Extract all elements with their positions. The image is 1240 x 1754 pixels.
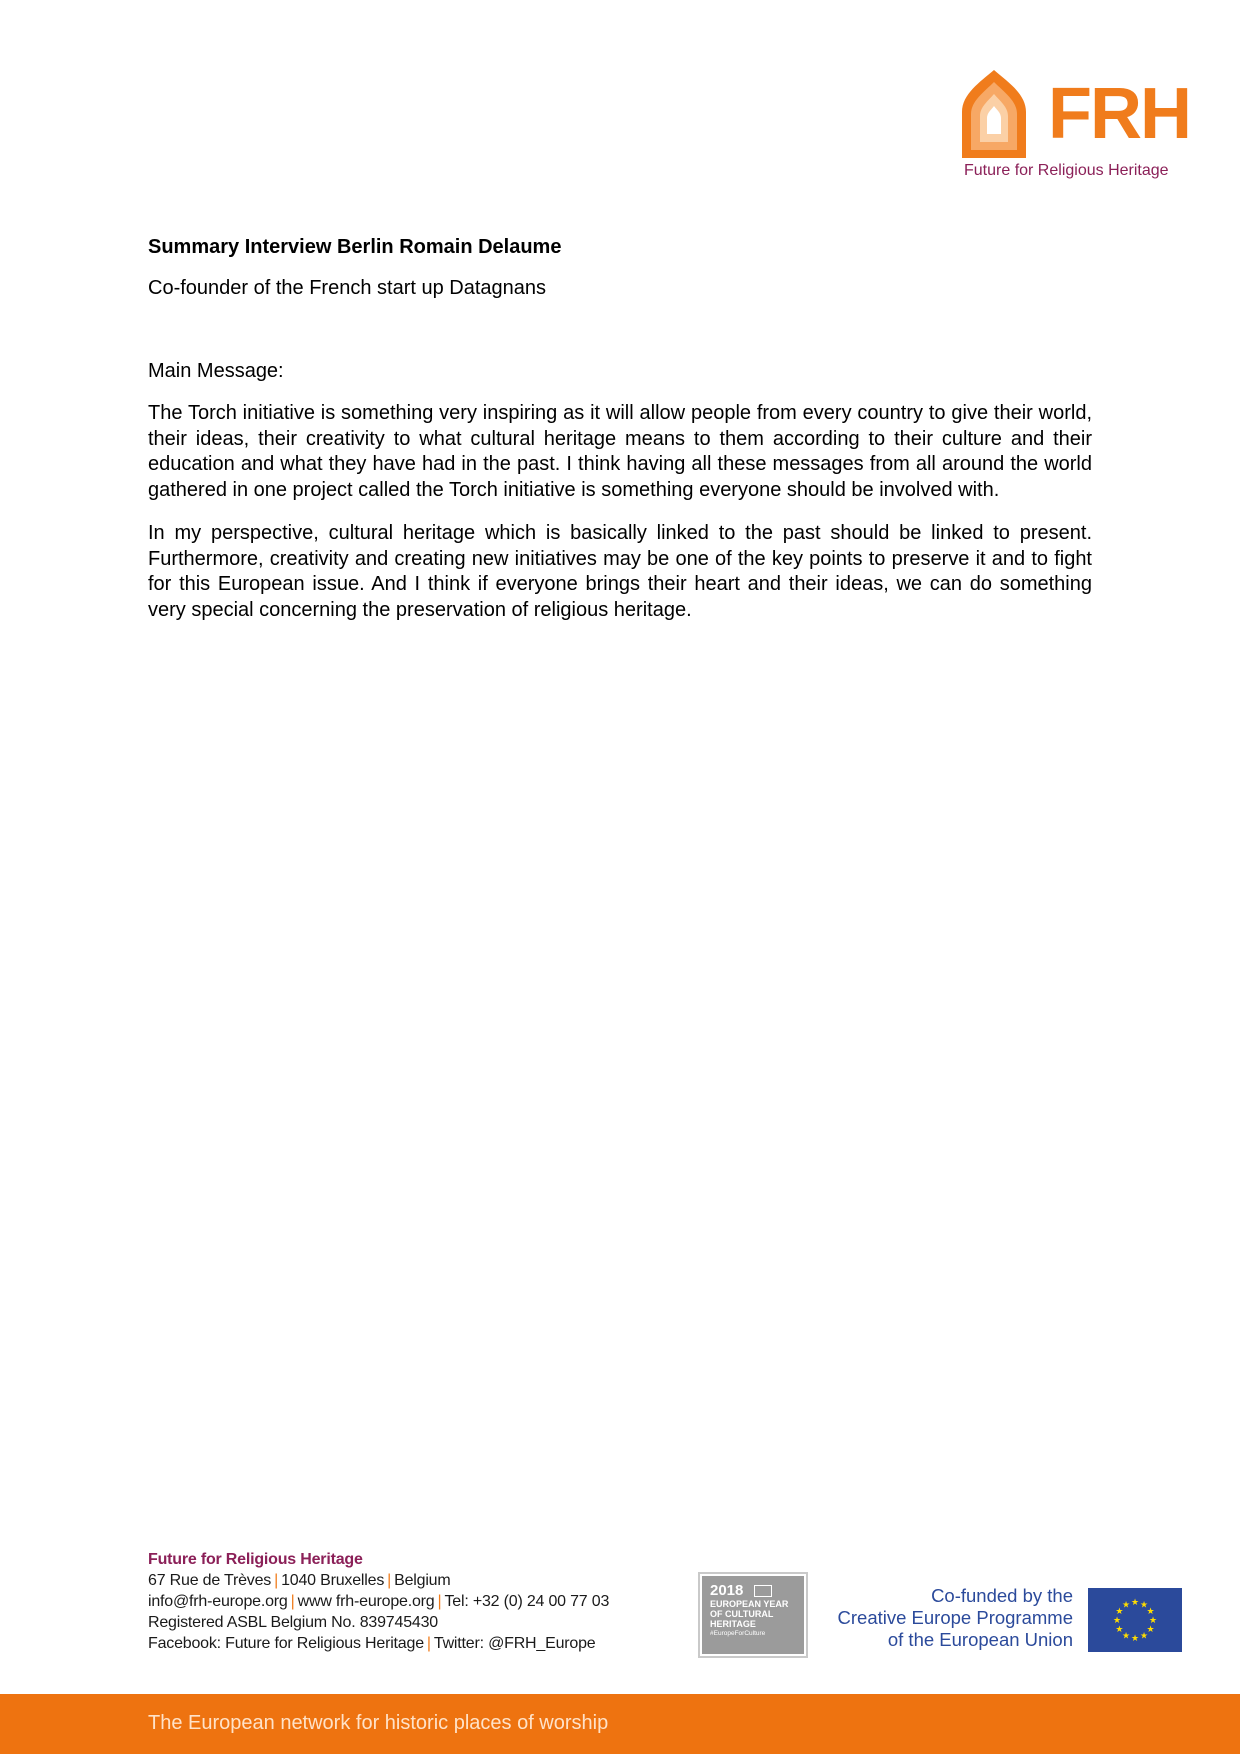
eu-flag-mini-icon bbox=[754, 1585, 772, 1597]
svg-text:★: ★ bbox=[1121, 1600, 1131, 1611]
document-body bbox=[148, 236, 1092, 641]
svg-text:★: ★ bbox=[1130, 1634, 1140, 1644]
separator: | bbox=[426, 1635, 431, 1652]
church-arch-icon bbox=[962, 70, 1050, 158]
footer-address bbox=[148, 1570, 609, 1591]
svg-text:★: ★ bbox=[1130, 1598, 1140, 1608]
eych-line-2: OF CULTURAL bbox=[710, 1609, 774, 1619]
footer-registration: Registered ASBL Belgium No. 839745430 bbox=[148, 1614, 438, 1631]
svg-text:★: ★ bbox=[1146, 1607, 1155, 1617]
paragraph-1: The Torch initiative is something very inspiring as it will allow people from every country to give their world, their ideas, their creativity to what cultural heritage means to them according to their culture and their education and what they have had in the past. I think having all these messages from all around the world gathered in one project called the Torch initiative is something everyone should be involved with. bbox=[148, 402, 1092, 501]
footer-contact bbox=[148, 1549, 609, 1654]
svg-text:★: ★ bbox=[1112, 1616, 1122, 1626]
svg-text:★: ★ bbox=[1139, 1631, 1149, 1642]
eych-line-3: HERITAGE bbox=[710, 1619, 756, 1629]
eych-badge bbox=[702, 1576, 804, 1654]
section-label: Main Message: bbox=[148, 360, 284, 382]
eu-funding-line-3: of the European Union bbox=[887, 1629, 1073, 1650]
footer-contact-line bbox=[148, 1591, 609, 1612]
svg-text:★: ★ bbox=[1115, 1607, 1124, 1617]
frh-logo bbox=[962, 70, 1190, 182]
svg-text:★: ★ bbox=[1121, 1631, 1131, 1642]
paragraph-2: In my perspective, cultural heritage which is basically linked to the past should be linked to present. Furthermore, creativity and creating new initiatives may be one of the key points to preserve it and to fight for this European issue. And I think if everyone brings their heart and their ideas, we can do something very special concerning the preservation of religious heritage. bbox=[148, 522, 1092, 621]
footer-social bbox=[148, 1633, 609, 1654]
footer-bar bbox=[0, 1694, 1240, 1754]
phone-number: Tel: +32 (0) 24 00 77 03 bbox=[444, 1593, 610, 1610]
eych-line-1: EUROPEAN YEAR bbox=[710, 1599, 789, 1609]
eu-funding-line-1: Co-funded by the bbox=[931, 1585, 1073, 1606]
website-link[interactable]: www frh-europe.org bbox=[297, 1593, 435, 1610]
address-city: 1040 Bruxelles bbox=[281, 1572, 385, 1589]
eu-funding-text bbox=[838, 1585, 1073, 1651]
document-subtitle: Co-founder of the French start up Datagnans bbox=[148, 277, 547, 299]
svg-text:★: ★ bbox=[1139, 1600, 1149, 1611]
footer-org-name: Future for Religious Heritage bbox=[148, 1551, 363, 1568]
facebook-link[interactable]: Facebook: Future for Religious Heritage bbox=[148, 1635, 424, 1652]
separator: | bbox=[387, 1572, 392, 1589]
logo-wordmark: FRH bbox=[1048, 74, 1190, 154]
eych-year: 2018 bbox=[710, 1582, 796, 1599]
separator: | bbox=[290, 1593, 295, 1610]
address-street: 67 Rue de Trèves bbox=[148, 1572, 272, 1589]
svg-text:★: ★ bbox=[1115, 1625, 1124, 1635]
logo-tagline: Future for Religious Heritage bbox=[964, 162, 1169, 179]
address-country: Belgium bbox=[394, 1572, 451, 1589]
eu-funding-line-2: Creative Europe Programme bbox=[837, 1607, 1073, 1628]
eych-hashtag: #EuropeForCulture bbox=[710, 1630, 766, 1637]
eu-flag-icon bbox=[1088, 1588, 1182, 1652]
document-title: Summary Interview Berlin Romain Delaume bbox=[148, 236, 562, 258]
email-link[interactable]: info@frh-europe.org bbox=[148, 1593, 288, 1610]
footer-tagline: The European network for historic places of worship bbox=[148, 1712, 609, 1734]
twitter-link[interactable]: Twitter: @FRH_Europe bbox=[433, 1635, 596, 1652]
separator: | bbox=[274, 1572, 279, 1589]
svg-text:★: ★ bbox=[1148, 1616, 1158, 1626]
separator: | bbox=[437, 1593, 442, 1610]
svg-text:★: ★ bbox=[1146, 1625, 1155, 1635]
